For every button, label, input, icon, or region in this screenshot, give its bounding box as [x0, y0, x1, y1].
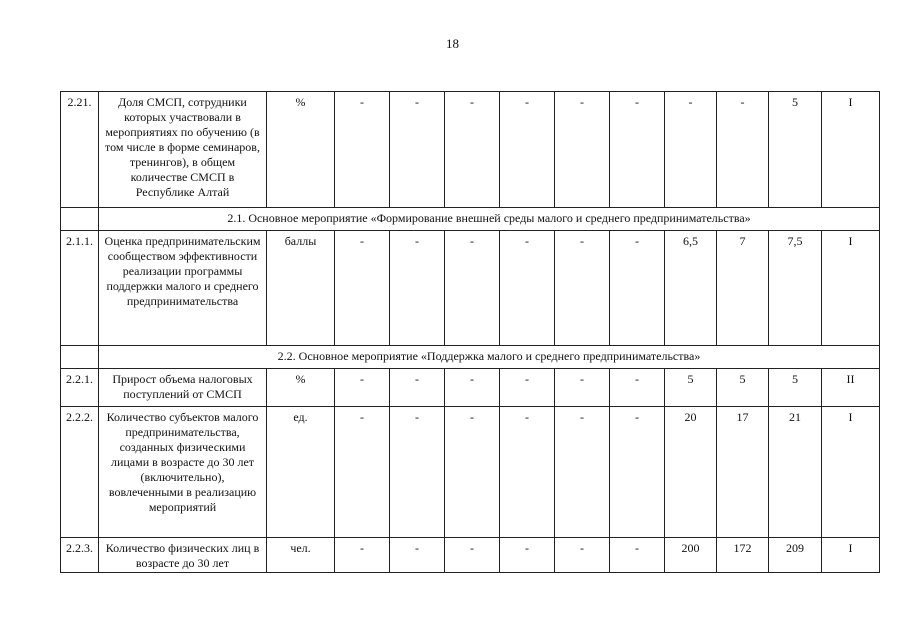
section-row	[61, 346, 880, 369]
value-cell: -	[390, 369, 445, 407]
value-cell: -	[335, 231, 390, 346]
value-cell: -	[610, 92, 665, 208]
indicator-name-text: Количество физических лиц в возрасте до 30 лет	[105, 541, 260, 569]
category-cell: I	[822, 407, 880, 538]
value-cell: -	[445, 407, 500, 538]
unit-cell: %	[267, 92, 335, 208]
value-cell: 5	[769, 369, 822, 407]
table-row	[61, 369, 880, 407]
table-row	[61, 231, 880, 346]
value-cell: -	[555, 231, 610, 346]
value-cell: 172	[717, 538, 769, 573]
value-cell: 209	[769, 538, 822, 573]
value-cell: -	[555, 92, 610, 208]
value-cell: 6,5	[665, 231, 717, 346]
indicator-name: Количество субъектов малого предпринимательства, созданных физическими лицами в возрасте до 30 лет (включительно), вовлеченными в реализацию мероприятий	[99, 407, 267, 538]
category-cell: I	[822, 92, 880, 208]
value-cell: -	[717, 92, 769, 208]
unit-cell: баллы	[267, 231, 335, 346]
indicator-name: Оценка предпринимательским сообществом эффективности реализации программы поддержки малого и среднего предпринимательства	[99, 231, 267, 346]
section-title: 2.1. Основное мероприятие «Формирование внешней среды малого и среднего предпринимательства»	[99, 208, 880, 231]
value-cell: 5	[769, 92, 822, 208]
category-cell: I	[822, 231, 880, 346]
value-cell: -	[500, 369, 555, 407]
value-cell: -	[500, 92, 555, 208]
value-cell: -	[555, 407, 610, 538]
value-cell: -	[500, 407, 555, 538]
row-number: 2.21.	[61, 92, 99, 208]
value-cell: -	[335, 407, 390, 538]
row-number: 2.2.3.	[61, 538, 99, 573]
section-row	[61, 208, 880, 231]
value-cell: -	[390, 231, 445, 346]
value-cell: 7	[717, 231, 769, 346]
value-cell: -	[555, 369, 610, 407]
value-cell: -	[390, 407, 445, 538]
unit-cell: чел.	[267, 538, 335, 573]
unit-cell: ед.	[267, 407, 335, 538]
value-cell: -	[555, 538, 610, 573]
value-cell: 7,5	[769, 231, 822, 346]
value-cell: 200	[665, 538, 717, 573]
value-cell: -	[665, 92, 717, 208]
value-cell: 21	[769, 407, 822, 538]
row-number: 2.2.1.	[61, 369, 99, 407]
value-cell: -	[445, 231, 500, 346]
value-cell: -	[610, 407, 665, 538]
value-cell: 20	[665, 407, 717, 538]
value-cell: -	[335, 92, 390, 208]
section-number-cell	[61, 346, 99, 369]
category-cell: I	[822, 538, 880, 573]
value-cell: 5	[717, 369, 769, 407]
value-cell: 5	[665, 369, 717, 407]
value-cell: -	[335, 538, 390, 573]
value-cell: -	[445, 538, 500, 573]
table-row	[61, 538, 880, 573]
unit-cell: %	[267, 369, 335, 407]
section-title: 2.2. Основное мероприятие «Поддержка малого и среднего предпринимательства»	[99, 346, 880, 369]
page-number: 18	[446, 36, 459, 51]
value-cell: 17	[717, 407, 769, 538]
indicators-table	[60, 91, 880, 573]
row-number: 2.1.1.	[61, 231, 99, 346]
value-cell: -	[610, 369, 665, 407]
value-cell: -	[390, 92, 445, 208]
value-cell: -	[610, 538, 665, 573]
value-cell: -	[500, 231, 555, 346]
value-cell: -	[445, 369, 500, 407]
row-number: 2.2.2.	[61, 407, 99, 538]
category-cell: II	[822, 369, 880, 407]
value-cell: -	[610, 231, 665, 346]
indicator-name: Прирост объема налоговых поступлений от СМСП	[99, 369, 267, 407]
value-cell: -	[390, 538, 445, 573]
indicator-name: Доля СМСП, сотрудники которых участвовали в мероприятиях по обучению (в том числе в форме семинаров, тренингов), в общем количестве СМСП в Республике Алтай	[99, 92, 267, 208]
table-row	[61, 407, 880, 538]
value-cell: -	[445, 92, 500, 208]
table-row	[61, 92, 880, 208]
value-cell: -	[335, 369, 390, 407]
section-number-cell	[61, 208, 99, 231]
value-cell: -	[500, 538, 555, 573]
indicator-name	[99, 538, 267, 573]
